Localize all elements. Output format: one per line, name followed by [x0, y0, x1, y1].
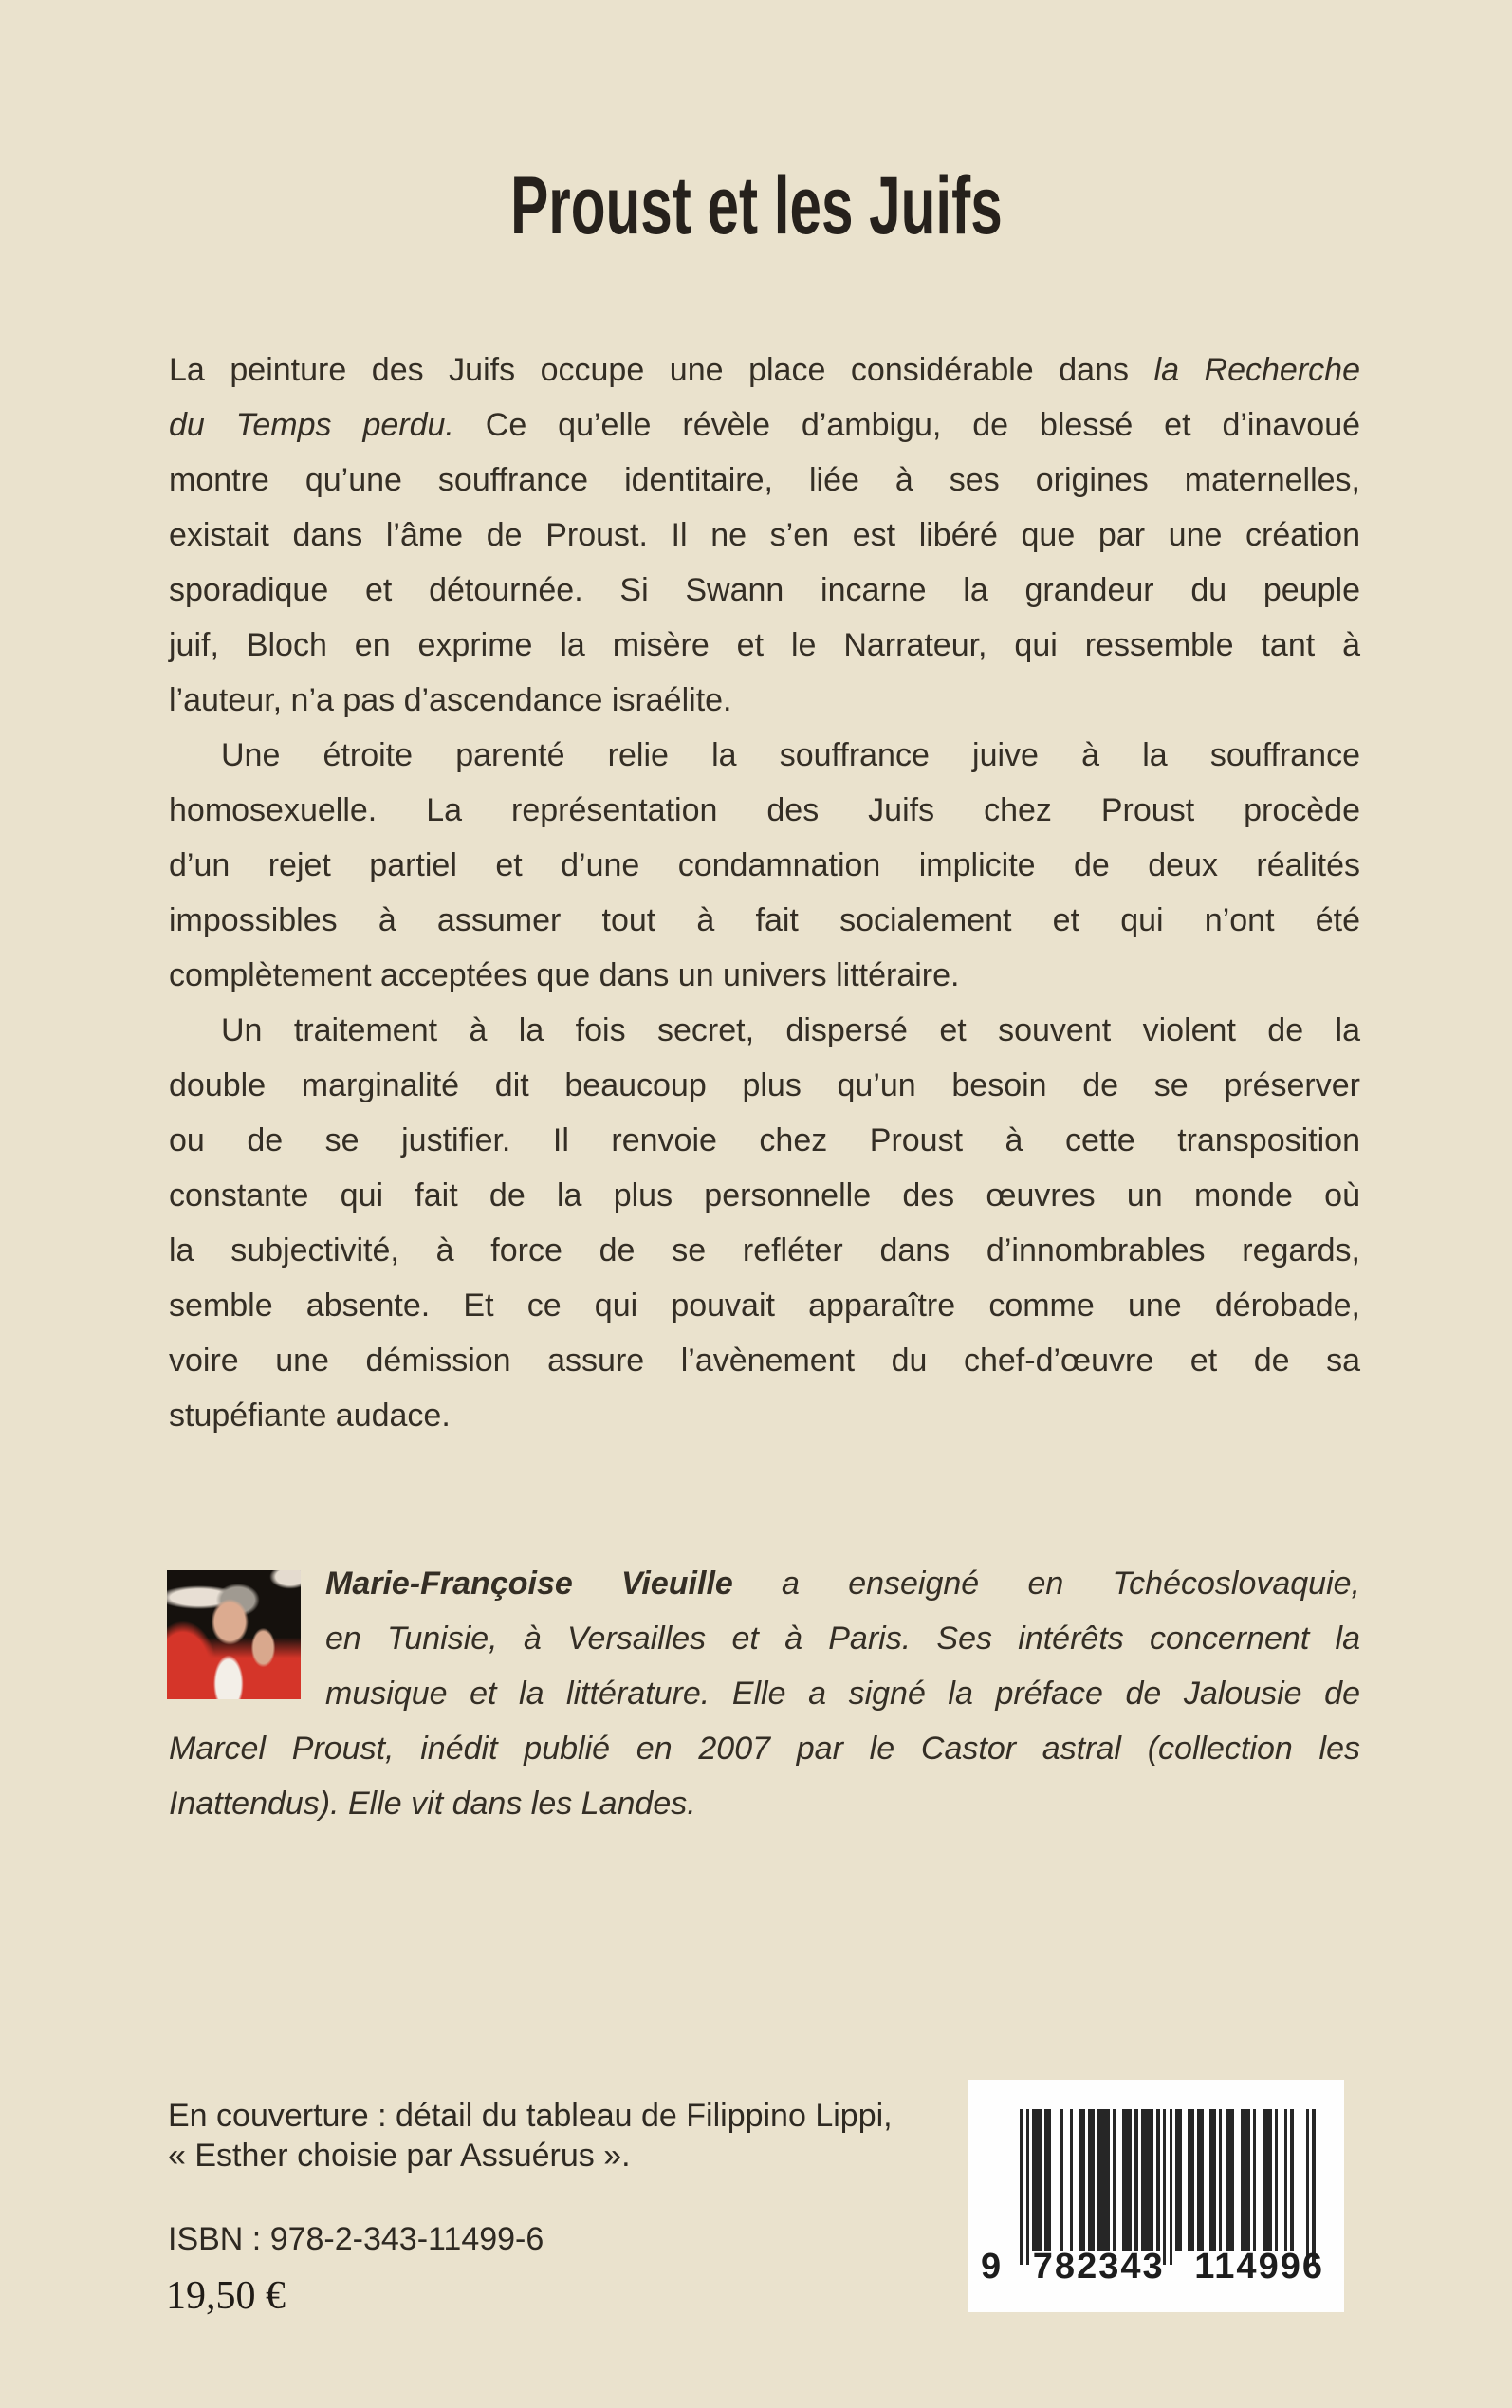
barcode-digit-group: 9 — [981, 2247, 1004, 2287]
bio-line: Marcel Proust, inédit publié en 2007 par le Castor astral (collection les — [169, 1731, 1360, 1767]
blurb-line: double marginalité dit beaucoup plus qu’un besoin de se préserver — [169, 1067, 1360, 1103]
cover-credit — [168, 2096, 893, 2176]
blurb-line: stupéfiante audace. — [169, 1398, 451, 1434]
barcode — [968, 2080, 1344, 2312]
isbn-text: ISBN : 978-2-343-11499-6 — [168, 2221, 544, 2257]
blurb-line: complètement acceptées que dans un univers littéraire. — [169, 957, 960, 993]
barcode-bars — [1020, 2109, 1316, 2265]
back-cover-blurb — [169, 343, 1360, 1443]
book-title-text: Proust et les Juifs — [509, 160, 1003, 251]
author-photo — [167, 1570, 301, 1699]
blurb-line: constante qui fait de la plus personnelle des œuvres un monde où — [169, 1177, 1360, 1213]
blurb-line: Une étroite parenté relie la souffrance juive à la souffrance — [221, 737, 1360, 773]
barcode-digits — [981, 2247, 1324, 2288]
blurb-line: La peinture des Juifs occupe une place considérable dans la Recherche — [169, 352, 1360, 388]
blurb-line: semble absente. Et ce qui pouvait apparaître comme une dérobade, — [169, 1287, 1360, 1324]
blurb-line: sporadique et détournée. Si Swann incarne la grandeur du peuple — [169, 572, 1360, 608]
blurb-line: du Temps perdu. Ce qu’elle révèle d’ambigu, de blessé et d’inavoué — [169, 407, 1361, 443]
blurb-line: homosexuelle. La représentation des Juifs chez Proust procède — [169, 792, 1360, 828]
blurb-line: la subjectivité, à force de se refléter dans d’innombrables regards, — [169, 1232, 1360, 1269]
blurb-line: montre qu’une souffrance identitaire, liée à ses origines maternelles, — [169, 462, 1360, 498]
barcode-module — [1312, 2109, 1315, 2265]
author-bio — [169, 1556, 1360, 1831]
barcode-digit-group: 114996 — [1194, 2247, 1324, 2287]
blurb-line: juif, Bloch en exprime la misère et le Narrateur, qui ressemble tant à — [169, 627, 1360, 663]
blurb-line: ou de se justifier. Il renvoie chez Proust à cette transposition — [169, 1122, 1360, 1158]
bio-line: Inattendus). Elle vit dans les Landes. — [169, 1786, 696, 1822]
cover-credit-line: En couverture : détail du tableau de Filippino Lippi, — [168, 2098, 893, 2134]
blurb-line: l’auteur, n’a pas d’ascendance israélite. — [169, 682, 732, 718]
barcode-digit-group: 782343 — [1032, 2247, 1165, 2287]
blurb-line: d’un rejet partiel et d’une condamnation implicite de deux réalités — [169, 847, 1360, 883]
bio-line: musique et la littérature. Elle a signé la préface de Jalousie de — [325, 1676, 1360, 1712]
blurb-line: impossibles à assumer tout à fait socialement et qui n’ont été — [169, 902, 1360, 938]
bio-line: Marie-Françoise Vieuille a enseigné en Tchécoslovaquie, — [325, 1565, 1360, 1602]
price-text: 19,50 € — [166, 2274, 286, 2318]
blurb-line: Un traitement à la fois secret, dispersé et souvent violent de la — [221, 1012, 1360, 1048]
cover-credit-line: « Esther choisie par Assuérus ». — [168, 2138, 631, 2174]
page-title — [0, 159, 1512, 253]
blurb-line: voire une démission assure l’avènement du chef-d’œuvre et de sa — [169, 1343, 1360, 1379]
blurb-line: existait dans l’âme de Proust. Il ne s’en est libéré que par une création — [169, 517, 1360, 553]
bio-line: en Tunisie, à Versailles et à Paris. Ses intérêts concernent la — [325, 1621, 1360, 1657]
